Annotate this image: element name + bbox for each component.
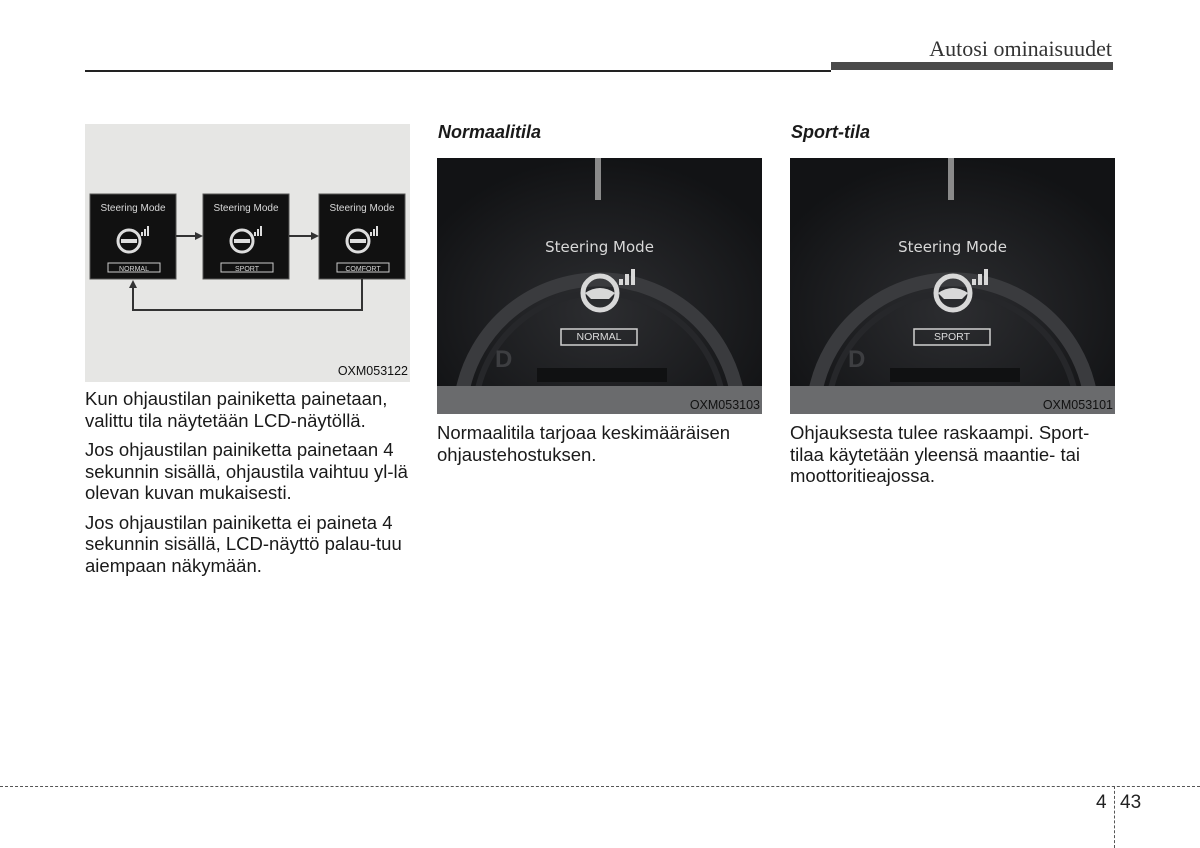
chapter-number: 4 <box>1096 792 1107 813</box>
screen-mode-label: SPORT <box>934 331 970 343</box>
flow-box-comfort <box>319 194 405 279</box>
flow-box-title: Steering Mode <box>329 203 395 214</box>
footer-dashed-rule <box>0 786 1200 787</box>
header-rule-thick <box>831 62 1113 70</box>
column-1-text <box>85 388 410 584</box>
flow-box-title: Steering Mode <box>213 203 279 214</box>
paragraph: Kun ohjaustilan painiketta painetaan, valittu tila näytetään LCD-näytöllä. <box>85 388 388 431</box>
paragraph: Jos ohjaustilan painiketta painetaan 4 sekunnin sisällä, ohjaustila vaihtuu yl-lä olevan kuvan mukaisesti. <box>85 439 408 503</box>
figure-code: OXM053101 <box>1042 398 1113 412</box>
flow-box-mode: COMFORT <box>345 266 381 273</box>
screen-title: Steering Mode <box>545 238 654 256</box>
gear-indicator: D <box>848 346 866 373</box>
paragraph: Jos ohjaustilan painiketta ei paineta 4 sekunnin sisällä, LCD-näyttö palau-tuu aiempaan näkymään. <box>85 511 402 576</box>
flow-box-sport <box>203 194 289 279</box>
screen-title: Steering Mode <box>898 238 1007 256</box>
normal-mode-display-figure <box>437 158 762 414</box>
flow-box-normal <box>90 194 176 279</box>
gear-indicator: D <box>495 346 513 373</box>
figure-code: OXM053122 <box>337 364 408 378</box>
column-2-text: Normaalitila tarjoaa keskimääräisen ohjaustehostuksen. <box>437 422 731 465</box>
figure-heading-sport: Sport-tila <box>791 122 870 142</box>
page-number: 43 <box>1120 792 1142 813</box>
section-title: Autosi ominaisuudet <box>929 36 1112 61</box>
figure-heading-normal: Normaalitila <box>438 122 542 142</box>
column-3-text: Ohjauksesta tulee raskaampi. Sport-tilaa käytetään yleensä maantie- tai moottoritieajossa. <box>790 422 1090 486</box>
figure-code: OXM053103 <box>689 398 760 412</box>
screen-mode-label: NORMAL <box>576 331 622 343</box>
flow-box-mode: SPORT <box>235 266 259 273</box>
steering-mode-flow-figure <box>85 124 410 382</box>
sport-mode-display-figure <box>790 158 1115 414</box>
footer-vertical-dashed-rule <box>1114 786 1115 848</box>
flow-box-mode: NORMAL <box>119 266 149 273</box>
flow-box-title: Steering Mode <box>100 203 166 214</box>
header-rule <box>85 70 831 72</box>
